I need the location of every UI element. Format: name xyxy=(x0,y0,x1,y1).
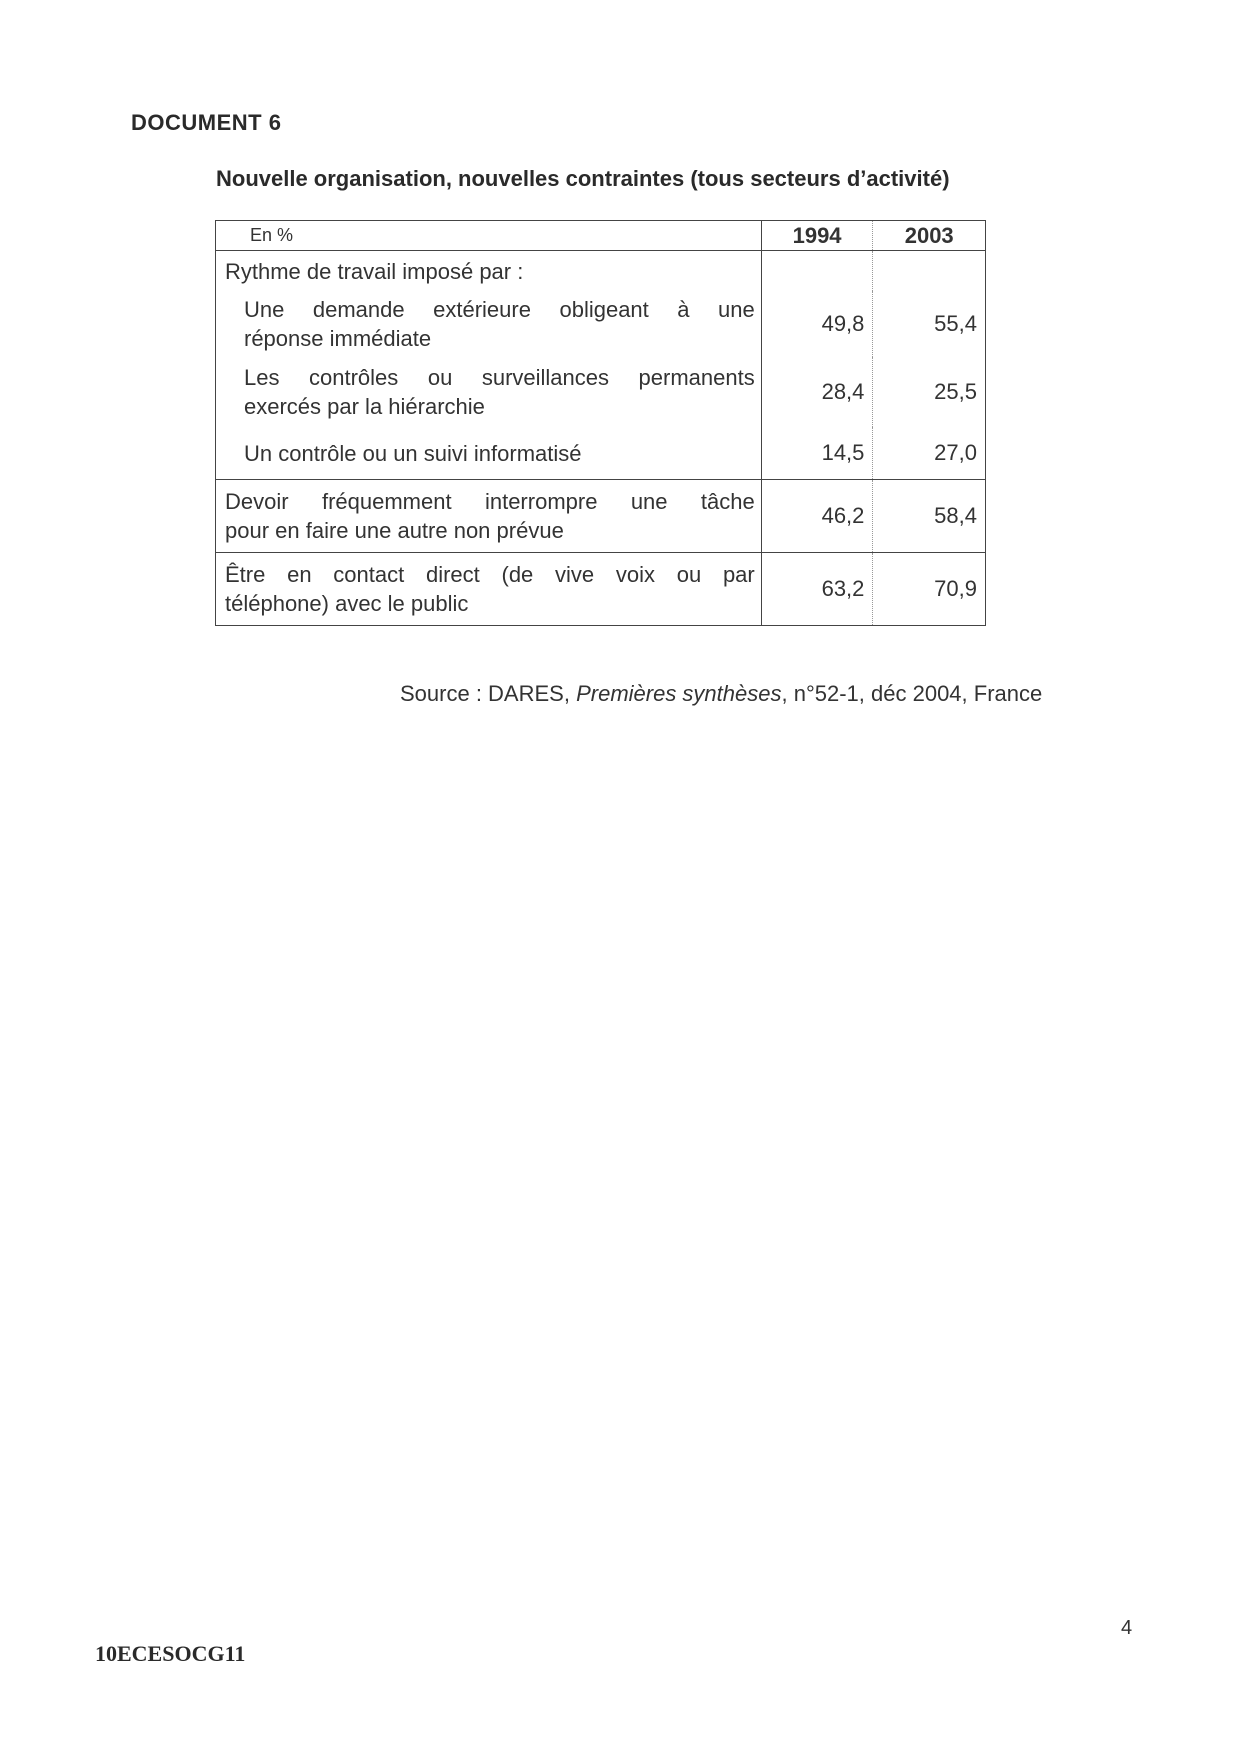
value-1994: 14,5 xyxy=(761,427,873,480)
row-label-line: Un contrôle ou un suivi informatisé xyxy=(244,440,582,466)
row-label xyxy=(216,357,762,427)
section-header: Rythme de travail imposé par : xyxy=(216,251,762,292)
row-label-line: Une demande extérieure obligeant à une xyxy=(244,297,755,322)
source-suffix: , n°52-1, déc 2004, France xyxy=(781,681,1043,706)
row-label-line: réponse immédiate xyxy=(244,326,432,351)
source-prefix: Source : DARES, xyxy=(400,681,577,706)
row-label-line: Être en contact direct (de vive voix ou par xyxy=(225,562,755,587)
data-table xyxy=(215,220,986,626)
table-row xyxy=(216,291,986,357)
source-publication: Premières synthèses xyxy=(576,681,782,706)
document-label: DOCUMENT 6 xyxy=(131,110,282,135)
row-label-line: téléphone) avec le public xyxy=(225,591,469,616)
page-number: 4 xyxy=(1121,1617,1133,1639)
footer-code: 10ECESOCG11 xyxy=(95,1641,246,1666)
row-label xyxy=(216,427,762,480)
row-label-line: pour en faire une autre non prévue xyxy=(225,518,564,543)
document-title: Nouvelle organisation, nouvelles contraintes (tous secteurs d’activité) xyxy=(216,166,950,191)
year-header-2003: 2003 xyxy=(873,221,986,251)
row-label-line: exercés par la hiérarchie xyxy=(244,394,485,419)
source-citation xyxy=(400,681,1042,707)
value-2003: 58,4 xyxy=(873,480,986,553)
value-1994: 46,2 xyxy=(761,480,873,553)
row-label xyxy=(216,291,762,357)
value-2003: 70,9 xyxy=(873,553,986,626)
row-label-line: Les contrôles ou surveillances permanents xyxy=(244,365,755,390)
value-2003: 27,0 xyxy=(873,427,986,480)
row-label xyxy=(216,480,762,553)
year-header-1994: 1994 xyxy=(761,221,873,251)
table-row xyxy=(216,427,986,480)
section-row xyxy=(216,251,986,292)
unit-label: En % xyxy=(216,221,762,251)
table-row xyxy=(216,357,986,427)
value-2003: 25,5 xyxy=(873,357,986,427)
row-label-line: Devoir fréquemment interrompre une tâche xyxy=(225,489,755,514)
table-row xyxy=(216,480,986,553)
value-2003: 55,4 xyxy=(873,291,986,357)
row-label xyxy=(216,553,762,626)
value-1994: 63,2 xyxy=(761,553,873,626)
table-row xyxy=(216,553,986,626)
value-1994: 28,4 xyxy=(761,357,873,427)
value-1994: 49,8 xyxy=(761,291,873,357)
table-header-row xyxy=(216,221,986,251)
